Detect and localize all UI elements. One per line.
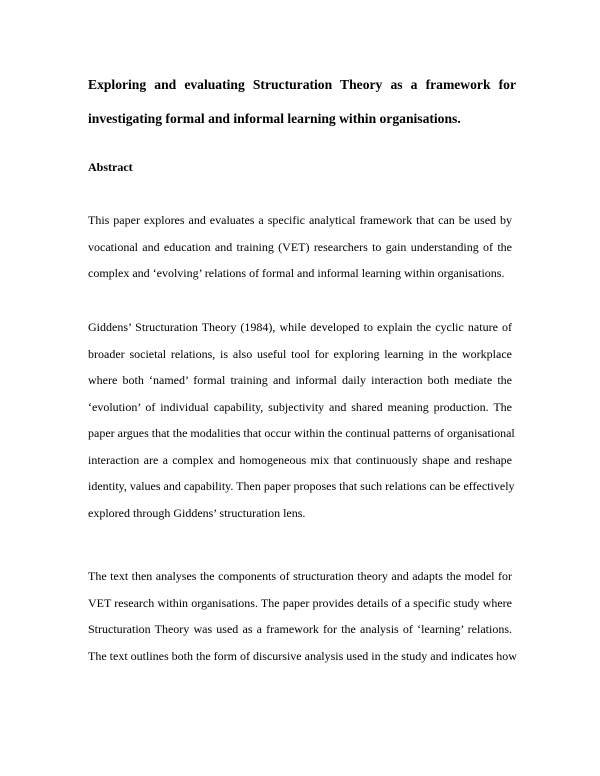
paragraph-line: VET research within organisations. The paper provides details of a specific study where (88, 595, 512, 610)
paragraph-line: explored through Giddens’ structuration lens. (88, 505, 306, 520)
abstract-paragraph-3 (88, 563, 517, 669)
paragraph-line: complex and ‘evolving’ relations of formal and informal learning within organisations. (88, 266, 505, 280)
paragraph-line: vocational and education and training (VET) researchers to gain understanding of the (88, 239, 512, 254)
paragraph-line: Structuration Theory was used as a framework for the analysis of ‘learning’ relations. (88, 622, 512, 636)
paragraph-line: paper argues that the modalities that occur within the continual patterns of organisational (88, 426, 515, 440)
abstract-heading: Abstract (88, 160, 133, 174)
paragraph-line: broader societal relations, is also useful tool for exploring learning in the workplace (88, 346, 512, 361)
paragraph-line: where both ‘named’ formal training and informal daily interaction both mediate the (88, 373, 512, 387)
paragraph-line: This paper explores and evaluates a specific analytical framework that can be used by (88, 213, 512, 227)
abstract-paragraph-2 (88, 314, 515, 526)
paragraph-line: The text then analyses the components of structuration theory and adapts the model for (88, 569, 512, 583)
paragraph-line: ‘evolution’ of individual capability, subjectivity and shared meaning production. The (88, 399, 512, 414)
title-line: investigating formal and informal learning within organisations. (88, 111, 461, 126)
title-line: Exploring and evaluating Structuration Theory as a framework for (88, 77, 516, 92)
paper-title (88, 68, 516, 136)
paragraph-line: identity, values and capability. Then paper proposes that such relations can be effectively (88, 479, 515, 493)
paragraph-line: interaction are a complex and homogeneous mix that continuously shape and reshape (88, 452, 512, 467)
paragraph-line: Giddens’ Structuration Theory (1984), while developed to explain the cyclic nature of (88, 320, 512, 334)
abstract-paragraph-1 (88, 207, 512, 287)
paragraph-line: The text outlines both the form of discursive analysis used in the study and indicates how (88, 648, 517, 663)
